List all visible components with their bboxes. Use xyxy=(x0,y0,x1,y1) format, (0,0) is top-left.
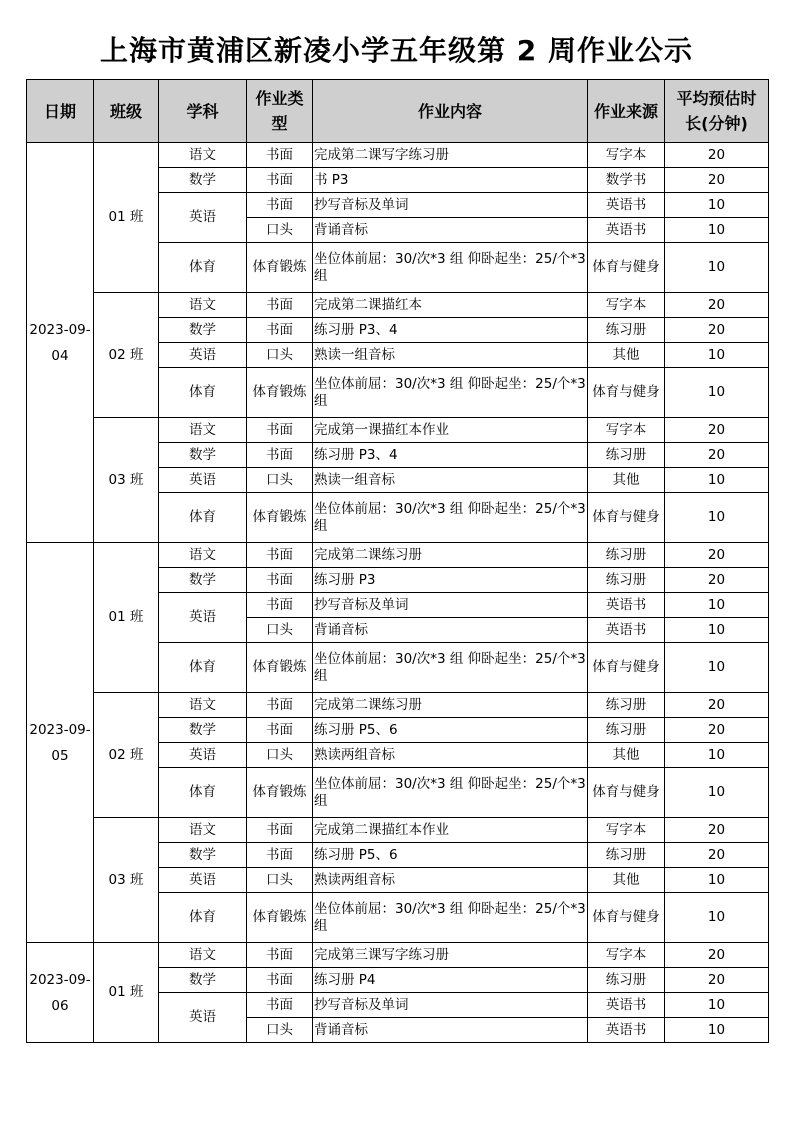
source-cell: 英语书 xyxy=(588,218,665,243)
source-cell: 其他 xyxy=(588,868,665,893)
subject-cell: 英语 xyxy=(159,343,247,368)
time-cell: 20 xyxy=(665,168,769,193)
time-cell: 20 xyxy=(665,943,769,968)
type-cell: 书面 xyxy=(247,168,313,193)
content-cell: 抄写音标及单词 xyxy=(313,993,588,1018)
time-cell: 10 xyxy=(665,893,769,943)
class-cell: 01 班 xyxy=(94,943,159,1043)
type-cell: 口头 xyxy=(247,868,313,893)
content-cell: 完成第二课练习册 xyxy=(313,543,588,568)
type-cell: 体育锻炼 xyxy=(247,893,313,943)
source-cell: 练习册 xyxy=(588,318,665,343)
source-cell: 体育与健身 xyxy=(588,643,665,693)
date-line2: 04 xyxy=(51,347,69,364)
header-date: 日期 xyxy=(27,80,94,143)
content-cell: 抄写音标及单词 xyxy=(313,593,588,618)
source-cell: 体育与健身 xyxy=(588,493,665,543)
type-cell: 书面 xyxy=(247,843,313,868)
content-cell: 练习册 P3、4 xyxy=(313,443,588,468)
time-cell: 20 xyxy=(665,843,769,868)
source-cell: 写字本 xyxy=(588,143,665,168)
table-row xyxy=(27,543,769,568)
content-cell: 完成第三课写字练习册 xyxy=(313,943,588,968)
table-row xyxy=(27,693,769,718)
subject-cell: 数学 xyxy=(159,968,247,993)
subject-cell: 数学 xyxy=(159,568,247,593)
subject-cell: 英语 xyxy=(159,868,247,893)
time-cell: 20 xyxy=(665,543,769,568)
type-cell: 体育锻炼 xyxy=(247,643,313,693)
type-cell: 体育锻炼 xyxy=(247,493,313,543)
header-type-line1: 作业类 xyxy=(255,89,304,108)
time-cell: 10 xyxy=(665,868,769,893)
type-cell: 书面 xyxy=(247,193,313,218)
source-cell: 练习册 xyxy=(588,718,665,743)
content-cell: 练习册 P3、4 xyxy=(313,318,588,343)
subject-cell: 体育 xyxy=(159,768,247,818)
content-cell: 坐位体前屈：30/次*3 组 仰卧起坐：25/个*3 组 xyxy=(313,643,588,693)
time-cell: 10 xyxy=(665,493,769,543)
content-cell: 书 P3 xyxy=(313,168,588,193)
source-cell: 其他 xyxy=(588,468,665,493)
source-cell: 其他 xyxy=(588,343,665,368)
subject-cell: 体育 xyxy=(159,243,247,293)
subject-cell: 体育 xyxy=(159,643,247,693)
content-cell: 抄写音标及单词 xyxy=(313,193,588,218)
subject-cell: 英语 xyxy=(159,743,247,768)
content-cell: 背诵音标 xyxy=(313,618,588,643)
type-cell: 书面 xyxy=(247,443,313,468)
time-cell: 10 xyxy=(665,1018,769,1043)
header-subject: 学科 xyxy=(159,80,247,143)
source-cell: 英语书 xyxy=(588,1018,665,1043)
header-time-line2: 长(分钟) xyxy=(685,114,748,133)
type-cell: 书面 xyxy=(247,143,313,168)
type-cell: 书面 xyxy=(247,818,313,843)
type-cell: 体育锻炼 xyxy=(247,768,313,818)
time-cell: 20 xyxy=(665,293,769,318)
table-body xyxy=(27,143,769,1043)
header-row xyxy=(27,80,769,143)
date-cell xyxy=(27,543,94,943)
header-class: 班级 xyxy=(94,80,159,143)
content-cell: 坐位体前屈：30/次*3 组 仰卧起坐：25/个*3 组 xyxy=(313,493,588,543)
content-cell: 练习册 P4 xyxy=(313,968,588,993)
subject-cell: 语文 xyxy=(159,943,247,968)
source-cell: 练习册 xyxy=(588,968,665,993)
time-cell: 10 xyxy=(665,618,769,643)
type-cell: 书面 xyxy=(247,418,313,443)
subject-cell: 体育 xyxy=(159,368,247,418)
content-cell: 练习册 P3 xyxy=(313,568,588,593)
subject-cell: 语文 xyxy=(159,693,247,718)
class-cell: 03 班 xyxy=(94,418,159,543)
time-cell: 20 xyxy=(665,693,769,718)
table-row xyxy=(27,818,769,843)
content-cell: 熟读两组音标 xyxy=(313,743,588,768)
date-cell xyxy=(27,143,94,543)
type-cell: 体育锻炼 xyxy=(247,368,313,418)
time-cell: 10 xyxy=(665,768,769,818)
class-cell: 01 班 xyxy=(94,543,159,693)
time-cell: 10 xyxy=(665,218,769,243)
content-cell: 完成第二课描红本 xyxy=(313,293,588,318)
time-cell: 20 xyxy=(665,443,769,468)
content-cell: 完成第一课描红本作业 xyxy=(313,418,588,443)
subject-cell: 语文 xyxy=(159,143,247,168)
class-cell: 02 班 xyxy=(94,293,159,418)
time-cell: 10 xyxy=(665,468,769,493)
type-cell: 书面 xyxy=(247,593,313,618)
type-cell: 书面 xyxy=(247,943,313,968)
date-line1: 2023-09- xyxy=(29,321,91,338)
time-cell: 10 xyxy=(665,993,769,1018)
class-cell: 01 班 xyxy=(94,143,159,293)
header-content: 作业内容 xyxy=(313,80,588,143)
content-cell: 坐位体前屈：30/次*3 组 仰卧起坐：25/个*3 组 xyxy=(313,368,588,418)
subject-cell: 英语 xyxy=(159,468,247,493)
time-cell: 10 xyxy=(665,343,769,368)
type-cell: 口头 xyxy=(247,743,313,768)
date-line2: 06 xyxy=(51,997,69,1014)
source-cell: 英语书 xyxy=(588,593,665,618)
source-cell: 英语书 xyxy=(588,193,665,218)
type-cell: 口头 xyxy=(247,218,313,243)
subject-cell: 英语 xyxy=(159,593,247,643)
subject-cell: 语文 xyxy=(159,818,247,843)
time-cell: 20 xyxy=(665,968,769,993)
source-cell: 练习册 xyxy=(588,443,665,468)
type-cell: 书面 xyxy=(247,568,313,593)
source-cell: 英语书 xyxy=(588,993,665,1018)
subject-cell: 语文 xyxy=(159,543,247,568)
header-type xyxy=(247,80,313,143)
time-cell: 10 xyxy=(665,368,769,418)
date-cell xyxy=(27,943,94,1043)
source-cell: 写字本 xyxy=(588,943,665,968)
time-cell: 20 xyxy=(665,568,769,593)
page-title: 上海市黄浦区新凌小学五年级第 2 周作业公示 xyxy=(100,34,693,67)
source-cell: 练习册 xyxy=(588,693,665,718)
type-cell: 书面 xyxy=(247,293,313,318)
table-row xyxy=(27,418,769,443)
content-cell: 熟读一组音标 xyxy=(313,468,588,493)
source-cell: 体育与健身 xyxy=(588,243,665,293)
content-cell: 练习册 P5、6 xyxy=(313,843,588,868)
time-cell: 10 xyxy=(665,193,769,218)
type-cell: 书面 xyxy=(247,543,313,568)
subject-cell: 体育 xyxy=(159,493,247,543)
content-cell: 完成第二课练习册 xyxy=(313,693,588,718)
table-row xyxy=(27,143,769,168)
subject-cell: 数学 xyxy=(159,443,247,468)
type-cell: 口头 xyxy=(247,1018,313,1043)
time-cell: 20 xyxy=(665,143,769,168)
subject-cell: 数学 xyxy=(159,718,247,743)
subject-cell: 英语 xyxy=(159,193,247,243)
header-type-line2: 型 xyxy=(271,114,288,133)
date-line1: 2023-09- xyxy=(29,971,91,988)
content-cell: 完成第二课写字练习册 xyxy=(313,143,588,168)
type-cell: 书面 xyxy=(247,968,313,993)
type-cell: 口头 xyxy=(247,343,313,368)
subject-cell: 语文 xyxy=(159,293,247,318)
source-cell: 练习册 xyxy=(588,543,665,568)
homework-table xyxy=(26,79,769,1043)
source-cell: 英语书 xyxy=(588,618,665,643)
source-cell: 其他 xyxy=(588,743,665,768)
date-line1: 2023-09- xyxy=(29,721,91,738)
content-cell: 熟读一组音标 xyxy=(313,343,588,368)
header-source: 作业来源 xyxy=(588,80,665,143)
content-cell: 熟读两组音标 xyxy=(313,868,588,893)
source-cell: 练习册 xyxy=(588,568,665,593)
type-cell: 书面 xyxy=(247,318,313,343)
content-cell: 完成第二课描红本作业 xyxy=(313,818,588,843)
source-cell: 写字本 xyxy=(588,818,665,843)
class-cell: 03 班 xyxy=(94,818,159,943)
source-cell: 写字本 xyxy=(588,418,665,443)
type-cell: 书面 xyxy=(247,993,313,1018)
time-cell: 20 xyxy=(665,818,769,843)
header-time-line1: 平均预估时 xyxy=(676,89,757,108)
type-cell: 口头 xyxy=(247,618,313,643)
time-cell: 20 xyxy=(665,418,769,443)
source-cell: 体育与健身 xyxy=(588,768,665,818)
time-cell: 10 xyxy=(665,593,769,618)
content-cell: 坐位体前屈：30/次*3 组 仰卧起坐：25/个*3 组 xyxy=(313,893,588,943)
time-cell: 20 xyxy=(665,718,769,743)
time-cell: 10 xyxy=(665,243,769,293)
table-row xyxy=(27,293,769,318)
source-cell: 体育与健身 xyxy=(588,368,665,418)
subject-cell: 数学 xyxy=(159,168,247,193)
subject-cell: 语文 xyxy=(159,418,247,443)
content-cell: 背诵音标 xyxy=(313,1018,588,1043)
time-cell: 20 xyxy=(665,318,769,343)
source-cell: 数学书 xyxy=(588,168,665,193)
content-cell: 背诵音标 xyxy=(313,218,588,243)
content-cell: 练习册 P5、6 xyxy=(313,718,588,743)
type-cell: 体育锻炼 xyxy=(247,243,313,293)
time-cell: 10 xyxy=(665,643,769,693)
type-cell: 口头 xyxy=(247,468,313,493)
subject-cell: 英语 xyxy=(159,993,247,1043)
source-cell: 体育与健身 xyxy=(588,893,665,943)
subject-cell: 数学 xyxy=(159,843,247,868)
type-cell: 书面 xyxy=(247,718,313,743)
subject-cell: 数学 xyxy=(159,318,247,343)
date-line2: 05 xyxy=(51,747,69,764)
subject-cell: 体育 xyxy=(159,893,247,943)
time-cell: 10 xyxy=(665,743,769,768)
type-cell: 书面 xyxy=(247,693,313,718)
content-cell: 坐位体前屈：30/次*3 组 仰卧起坐：25/个*3 组 xyxy=(313,768,588,818)
source-cell: 写字本 xyxy=(588,293,665,318)
content-cell: 坐位体前屈：30/次*3 组 仰卧起坐：25/个*3 组 xyxy=(313,243,588,293)
class-cell: 02 班 xyxy=(94,693,159,818)
source-cell: 练习册 xyxy=(588,843,665,868)
header-time xyxy=(665,80,769,143)
table-row xyxy=(27,943,769,968)
